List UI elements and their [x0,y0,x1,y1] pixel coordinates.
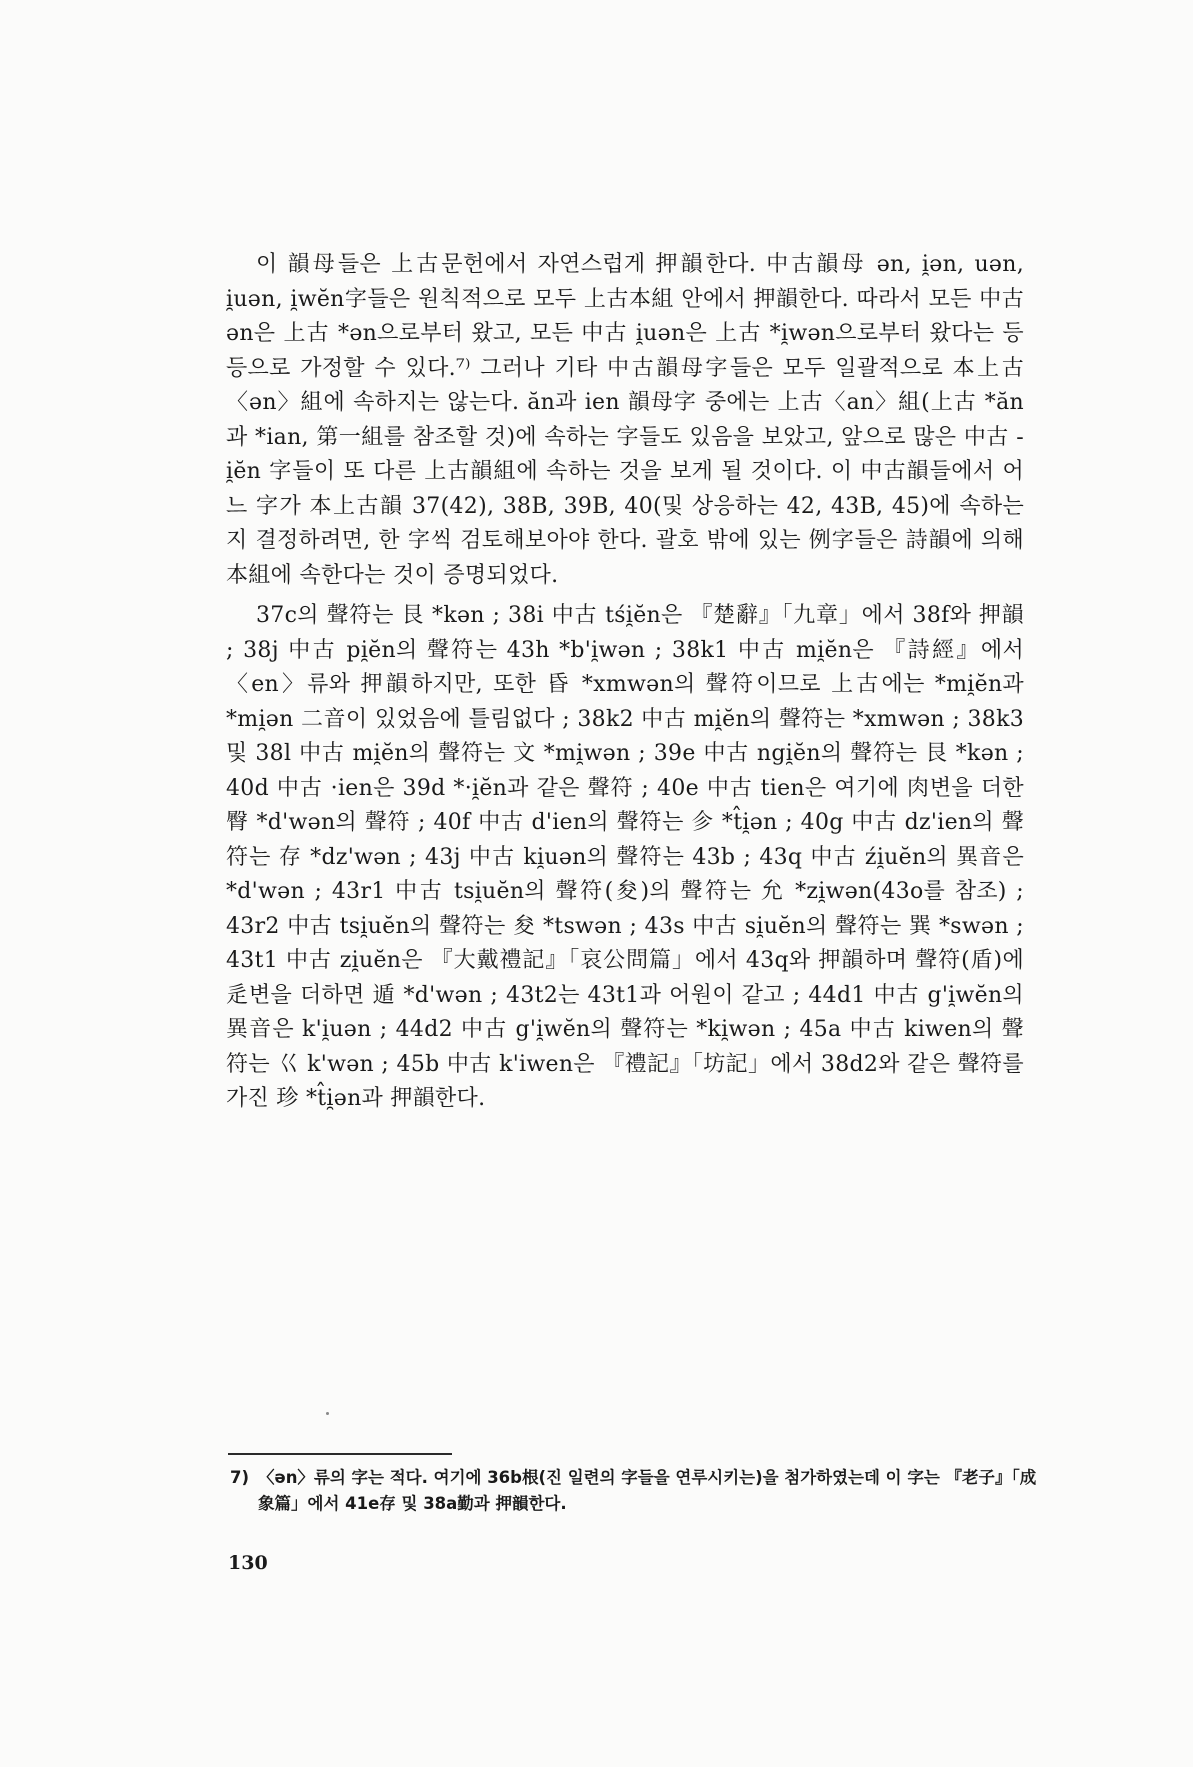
body-text [226,248,1024,1123]
footnote-divider [228,1453,452,1455]
paragraph-1: 이 韻母들은 上古문헌에서 자연스럽게 押韻한다. 中古韻母 ən, i̯ən, uən, i̯uən, i̯wĕn字들은 원칙적으로 모두 上古本組 안에서 押韻한다. 따라서 모든 中古 ən은 上古 *ən으로부터 왔고, 모든 中古 i̯uən은 上古 *i̯wən으로부터 왔다는 등등으로 가정할 수 있다.⁷⁾ 그러나 기타 中古韻母字들은 모두 일괄적으로 本上古〈ən〉組에 속하지는 않는다. ăn과 ien 韻母字 중에는 上古〈an〉組(上古 *ăn과 *ian, 第一組를 참조할 것)에 속하는 字들도 있음을 보았고, 앞으로 많은 中古 -i̯ĕn 字들이 또 다른 上古韻組에 속하는 것을 보게 될 것이다. 이 中古韻들에서 어느 字가 本上古韻 37(42), 38B, 39B, 40(및 상응하는 42, 43B, 45)에 속하는지 결정하려면, 한 字씩 검토해보아야 한다. 괄호 밖에 있는 例字들은 詩韻에 의해 本組에 속한다는 것이 증명되었다. [226,252,1024,588]
page-speck [326,1412,329,1415]
paragraph-2: 37c의 聲符는 艮 *kən ; 38i 中古 tśi̯ĕn은 『楚辭』「九章」에서 38f와 押韻 ; 38j 中古 pi̯ĕn의 聲符는 43h *b'i̯wən ; 38k1 中古 mi̯ĕn은 『詩經』에서 〈en〉류와 押韻하지만, 또한 昏 *xmwən의 聲符이므로 上古에는 *mi̯ĕn과 *mi̯ən 二音이 있었음에 틀림없다 ; 38k2 中古 mi̯ĕn의 聲符는 *xmwən ; 38k3 및 38l 中古 mi̯ĕn의 聲符는 文 *mi̯wən ; 39e 中古 ngi̯ĕn의 聲符는 艮 *kən ; 40d 中古 ·ien은 39d *·i̯ĕn과 같은 聲符 ; 40e 中古 tien은 여기에 肉변을 더한 臀 *d'wən의 聲符 ; 40f 中古 d'ien의 聲符는 㐱 *t̂i̯ən ; 40g 中古 dz'ien의 聲符는 存 *dz'wən ; 43j 中古 ki̯uən의 聲符는 43b ; 43q 中古 źi̯uĕn의 異音은 *d'wən ; 43r1 中古 tsi̯uĕn의 聲符(夋)의 聲符는 允 *zi̯wən(43o를 참조) ; 43r2 中古 tsi̯uĕn의 聲符는 夋 *tswən ; 43s 中古 si̯uĕn의 聲符는 巽 *swən ; 43t1 中古 zi̯uĕn은 『大戴禮記』「哀公問篇」에서 43q와 押韻하며 聲符(盾)에 辵변을 더하면 遁 *d'wən ; 43t2는 43t1과 어원이 같고 ; 44d1 中古 g'i̯wĕn의 異音은 k'i̯uən ; 44d2 中古 g'i̯wĕn의 聲符는 *ki̯wən ; 45a 中古 kiwen의 聲符는 巜 k'wən ; 45b 中古 k'iwen은 『禮記』「坊記」에서 38d2와 같은 聲符를 가진 珍 *t̂i̯ən과 押韻한다. [226,603,1024,1111]
footnote [230,1465,1038,1517]
footnote-marker: 7) [230,1468,250,1487]
footnote-text: 〈ən〉류의 字는 적다. 여기에 36b根(진 일련의 字들을 연루시키는)을 첨가하였는데 이 字는 『老子』「成象篇」에서 41e存 및 38a勤과 押韻한다. [258,1468,1037,1513]
page-number: 130 [228,1552,268,1574]
